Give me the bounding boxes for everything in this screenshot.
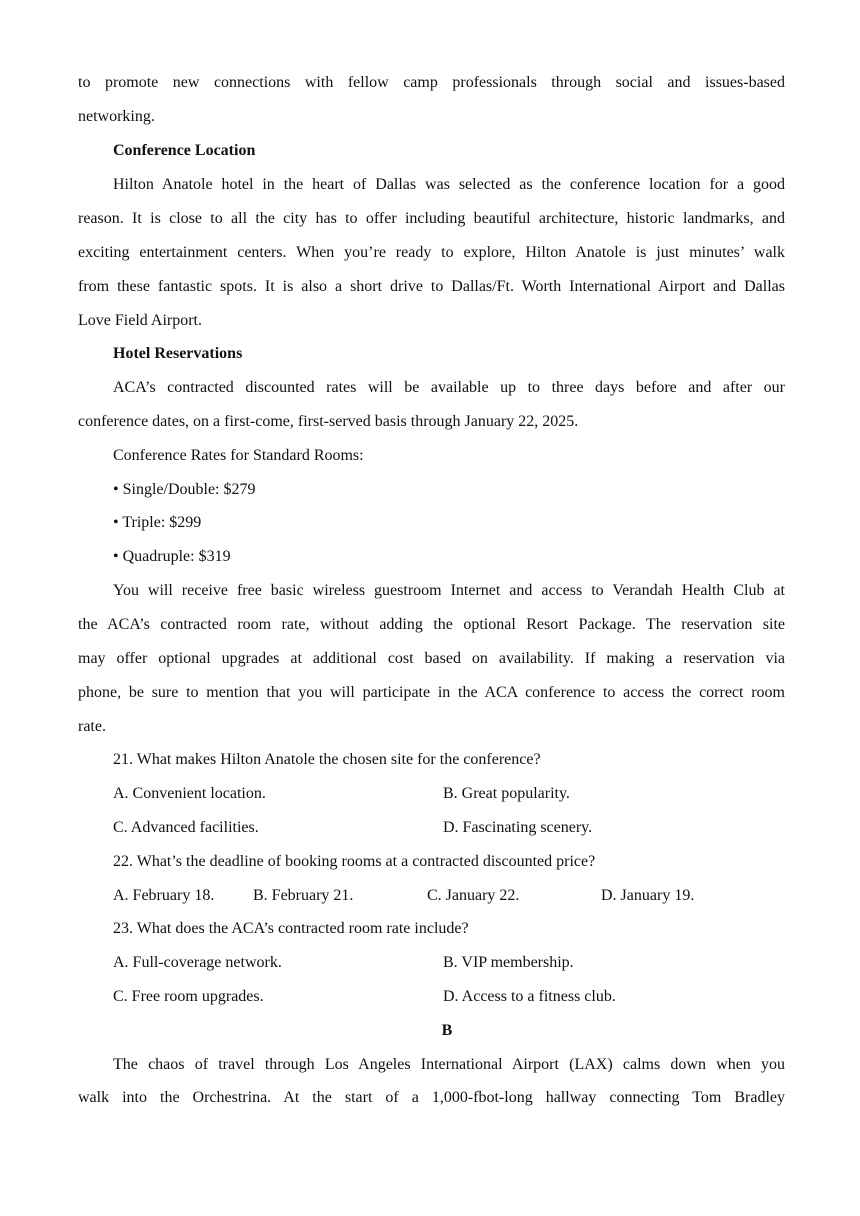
reservations-line-2: conference dates, on a first-come, first-served basis through January 22, 2025.: [78, 413, 579, 430]
intro-line-2: networking.: [78, 108, 155, 125]
q23-option-d: D. Access to a fitness club.: [443, 988, 616, 1005]
q21-option-c: C. Advanced facilities.: [113, 819, 259, 836]
info-line-3: may offer optional upgrades at additional cost based on availability. If making a reservation via: [78, 650, 785, 667]
question-21: 21. What makes Hilton Anatole the chosen site for the conference?: [113, 751, 541, 768]
rate-item: • Quadruple: $319: [113, 548, 231, 565]
rate-item: • Single/Double: $279: [113, 481, 256, 498]
location-line-2: reason. It is close to all the city has to offer including beautiful architecture, historic landmarks, and: [78, 210, 785, 227]
q23-option-c: C. Free room upgrades.: [113, 988, 264, 1005]
question-22: 22. What’s the deadline of booking rooms at a contracted discounted price?: [113, 853, 596, 870]
rate-item: • Triple: $299: [113, 514, 202, 531]
section-b-line-1: The chaos of travel through Los Angeles International Airport (LAX) calms down when you: [113, 1056, 785, 1073]
location-line-4: from these fantastic spots. It is also a short drive to Dallas/Ft. Worth International Airport and Dallas: [78, 278, 785, 295]
info-line-2: the ACA’s contracted room rate, without adding the optional Resort Package. The reservation site: [78, 616, 785, 633]
q23-option-a: A. Full-coverage network.: [113, 954, 282, 971]
location-line-3: exciting entertainment centers. When you’re ready to explore, Hilton Anatole is just minutes’ walk: [78, 244, 785, 261]
q22-option-d: D. January 19.: [601, 887, 695, 904]
q21-option-d: D. Fascinating scenery.: [443, 819, 593, 836]
info-line-1: You will receive free basic wireless guestroom Internet and access to Verandah Health Club at: [113, 582, 785, 599]
q22-option-b: B. February 21.: [253, 887, 354, 904]
section-b-line-2: walk into the Orchestrina. At the start of a 1,000-fbot-long hallway connecting Tom Bradley: [78, 1089, 785, 1106]
info-line-4: phone, be sure to mention that you will participate in the ACA conference to access the correct room: [78, 684, 785, 701]
section-b-label: B: [441, 1022, 453, 1039]
q21-option-b: B. Great popularity.: [443, 785, 570, 802]
intro-line-1: to promote new connections with fellow camp professionals through social and issues-based: [78, 74, 785, 91]
info-line-5: rate.: [78, 718, 106, 735]
q22-option-c: C. January 22.: [427, 887, 520, 904]
conference-location-heading: Conference Location: [113, 142, 256, 159]
reservations-line-1: ACA’s contracted discounted rates will be available up to three days before and after our: [113, 379, 785, 396]
location-line-5: Love Field Airport.: [78, 312, 202, 329]
hotel-reservations-heading: Hotel Reservations: [113, 345, 243, 362]
location-line-1: Hilton Anatole hotel in the heart of Dallas was selected as the conference location for a good: [113, 176, 785, 193]
q23-option-b: B. VIP membership.: [443, 954, 574, 971]
question-23: 23. What does the ACA’s contracted room rate include?: [113, 920, 469, 937]
rates-title: Conference Rates for Standard Rooms:: [113, 447, 364, 464]
q22-option-a: A. February 18.: [113, 887, 215, 904]
q21-option-a: A. Convenient location.: [113, 785, 266, 802]
